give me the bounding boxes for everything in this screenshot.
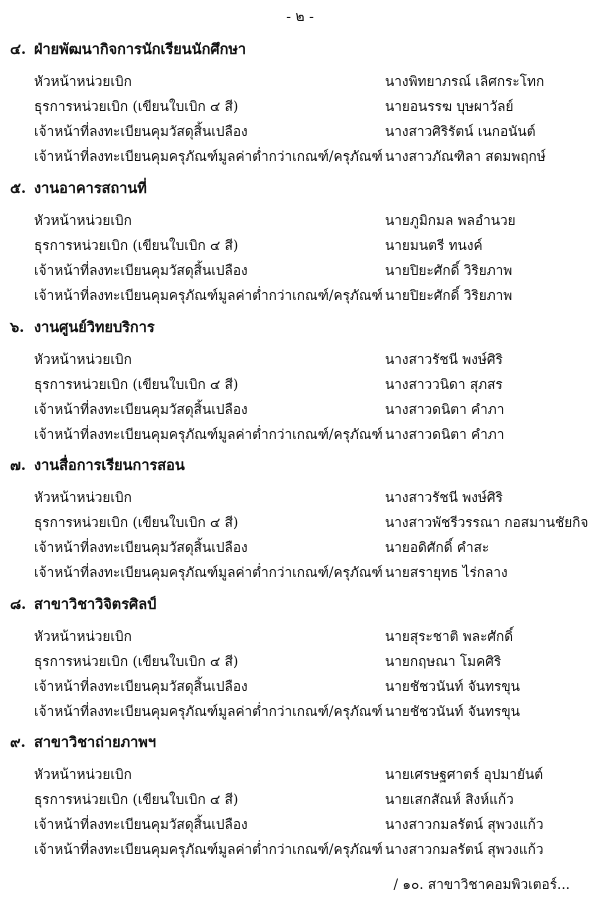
section-title: ฝ่ายพัฒนากิจการนักเรียนนักศึกษา [34,41,247,58]
section-number: ๘. [10,596,27,613]
role-label: เจ้าหน้าที่ลงทะเบียนคุมวัสดุสิ้นเปลือง [34,817,248,833]
section-number: ๙. [10,734,26,751]
person-name: นายเสกสัณห์ สิงห์แก้ว [385,792,514,808]
person-name: นางสาวรัชนี พงษ์ศิริ [385,352,503,368]
role-label: เจ้าหน้าที่ลงทะเบียนคุมครุภัณฑ์มูลค่าต่ำกว่าเกณฑ์/ครุภัณฑ์ [34,149,383,165]
assignment-row [0,763,600,785]
person-name: นายชัชวนันท์ จันทรขุน [385,704,520,720]
section-heading [10,177,147,200]
assignment-row [0,95,600,117]
role-label: หัวหน้าหน่วยเบิก [34,629,132,645]
assignment-row [0,259,600,281]
person-name: นายอดิศักดิ์ คำสะ [385,540,490,556]
role-label: เจ้าหน้าที่ลงทะเบียนคุมวัสดุสิ้นเปลือง [34,263,248,279]
assignment-row [0,561,600,583]
person-name: นายภูมิกมล พลอำนวย [385,213,516,229]
person-name: นางสาวดนิตา คำภา [385,427,505,443]
assignment-row [0,788,600,810]
section-number: ๔. [10,41,27,58]
person-name: นางสาวพัชรีวรรณา กอสมานชัยกิจ [385,515,589,531]
section-heading [10,731,156,754]
section-title: งานสื่อการเรียนการสอน [34,457,185,474]
person-name: นางสาวกมลรัตน์ สุพวงแก้ว [385,817,544,833]
section-6 [0,316,600,443]
person-name: นางสาววนิดา สุภสร [385,377,503,393]
section-heading [10,454,185,477]
role-label: เจ้าหน้าที่ลงทะเบียนคุมครุภัณฑ์มูลค่าต่ำกว่าเกณฑ์/ครุภัณฑ์ [34,427,383,443]
assignment-row [0,813,600,835]
person-name: นางสาวดนิตา คำภา [385,402,505,418]
page-number: - ๒ - [286,9,314,25]
section-number: ๖. [10,319,25,336]
person-name: นายสรายุทธ ไร่กลาง [385,565,508,581]
person-name: นายปิยะศักดิ์ วิริยภาพ [385,288,513,304]
person-name: นางพิทยาภรณ์ เลิศกระโทก [385,74,545,90]
section-heading [10,38,246,61]
section-number: ๗. [10,457,26,474]
continuation-note: / ๑๐. สาขาวิชาคอมพิวเตอร์... [393,877,570,893]
role-label: เจ้าหน้าที่ลงทะเบียนคุมวัสดุสิ้นเปลือง [34,402,248,418]
assignment-row [0,838,600,860]
section-8 [0,593,600,720]
role-label: ธุรการหน่วยเบิก (เขียนใบเบิก ๔ สี) [34,515,239,531]
assignment-row [0,486,600,508]
assignment-row [0,511,600,533]
role-label: เจ้าหน้าที่ลงทะเบียนคุมวัสดุสิ้นเปลือง [34,679,248,695]
person-name: นางสาวภัณฑิลา สดมพฤกษ์ [385,149,546,165]
role-label: เจ้าหน้าที่ลงทะเบียนคุมครุภัณฑ์มูลค่าต่ำกว่าเกณฑ์/ครุภัณฑ์ [34,704,383,720]
role-label: เจ้าหน้าที่ลงทะเบียนคุมครุภัณฑ์มูลค่าต่ำกว่าเกณฑ์/ครุภัณฑ์ [34,842,383,858]
person-name: นายอนรรฆ บุษผาวัลย์ [385,99,514,115]
person-name: นายปิยะศักดิ์ วิริยภาพ [385,263,513,279]
section-heading [10,593,156,616]
role-label: ธุรการหน่วยเบิก (เขียนใบเบิก ๔ สี) [34,99,239,115]
assignment-row [0,536,600,558]
assignment-row [0,650,600,672]
section-9 [0,731,600,858]
person-name: นายมนตรี ทนงค์ [385,238,483,254]
assignment-row [0,373,600,395]
person-name: นางสาวรัชนี พงษ์ศิริ [385,490,503,506]
section-4 [0,38,600,165]
role-label: หัวหน้าหน่วยเบิก [34,490,132,506]
role-label: เจ้าหน้าที่ลงทะเบียนคุมวัสดุสิ้นเปลือง [34,124,248,140]
section-title: สาขาวิชาวิจิตรศิลป์ [34,596,157,613]
person-name: นางสาวศิริรัตน์ เนกอนันต์ [385,124,536,140]
assignment-row [0,398,600,420]
role-label: เจ้าหน้าที่ลงทะเบียนคุมวัสดุสิ้นเปลือง [34,540,248,556]
person-name: นายกฤษณา โมคศิริ [385,654,502,670]
assignment-row [0,70,600,92]
assignment-row [0,284,600,306]
section-number: ๕. [10,180,27,197]
assignment-row [0,700,600,722]
section-title: งานอาคารสถานที่ [34,180,147,197]
section-title: งานศูนย์วิทยบริการ [34,319,155,336]
role-label: ธุรการหน่วยเบิก (เขียนใบเบิก ๔ สี) [34,654,239,670]
assignment-row [0,423,600,445]
person-name: นายสุระชาติ พละศักดิ์ [385,629,514,645]
assignment-row [0,675,600,697]
assignment-row [0,625,600,647]
role-label: หัวหน้าหน่วยเบิก [34,352,132,368]
assignment-row [0,209,600,231]
person-name: นายชัชวนันท์ จันทรขุน [385,679,520,695]
role-label: เจ้าหน้าที่ลงทะเบียนคุมครุภัณฑ์มูลค่าต่ำกว่าเกณฑ์/ครุภัณฑ์ [34,565,383,581]
role-label: หัวหน้าหน่วยเบิก [34,767,132,783]
person-name: นายเศรษฐศาตร์ อุปมายันต์ [385,767,544,783]
assignment-row [0,120,600,142]
section-heading [10,316,155,339]
assignment-row [0,234,600,256]
assignment-row [0,145,600,167]
person-name: นางสาวกมลรัตน์ สุพวงแก้ว [385,842,544,858]
section-title: สาขาวิชาถ่ายภาพฯ [34,734,156,751]
role-label: เจ้าหน้าที่ลงทะเบียนคุมครุภัณฑ์มูลค่าต่ำกว่าเกณฑ์/ครุภัณฑ์ [34,288,383,304]
section-5 [0,177,600,304]
role-label: ธุรการหน่วยเบิก (เขียนใบเบิก ๔ สี) [34,377,239,393]
role-label: ธุรการหน่วยเบิก (เขียนใบเบิก ๔ สี) [34,238,239,254]
section-7 [0,454,600,581]
role-label: หัวหน้าหน่วยเบิก [34,74,132,90]
role-label: หัวหน้าหน่วยเบิก [34,213,132,229]
role-label: ธุรการหน่วยเบิก (เขียนใบเบิก ๔ สี) [34,792,239,808]
assignment-row [0,348,600,370]
